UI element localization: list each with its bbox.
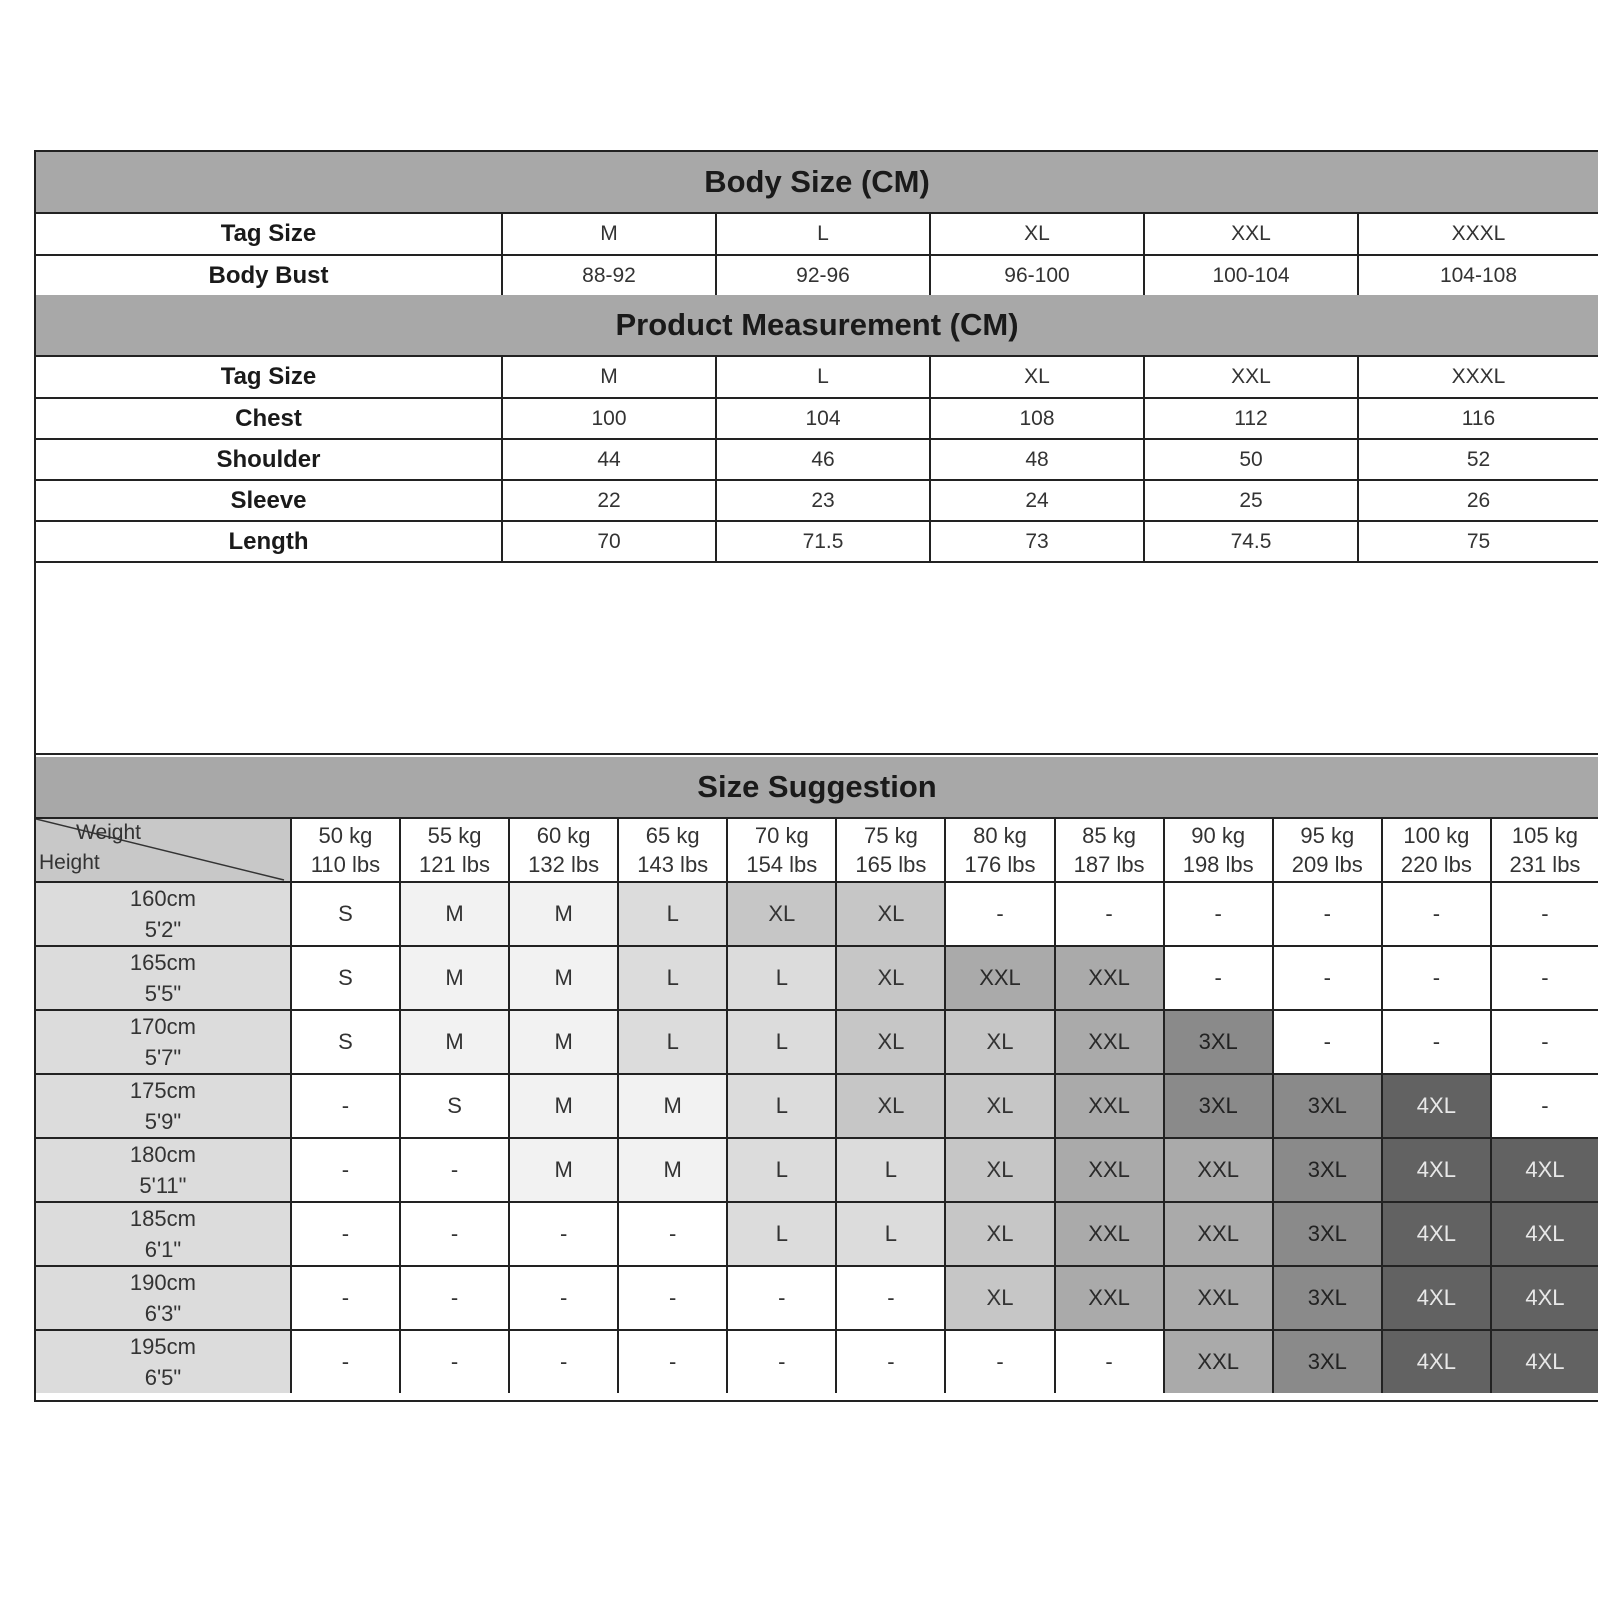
weight-column-header bbox=[509, 819, 618, 882]
height-ft: 6'3" bbox=[144, 1301, 182, 1326]
weight-column-header bbox=[1382, 819, 1491, 882]
measure-cell: 74.5 bbox=[1144, 521, 1358, 562]
height-cm: 160cm bbox=[129, 886, 196, 911]
measure-cell: XXL bbox=[1144, 214, 1358, 255]
height-row-label bbox=[36, 1330, 291, 1393]
weight-column-header bbox=[1164, 819, 1273, 882]
height-ft: 6'5" bbox=[144, 1365, 182, 1390]
size-cell: 4XL bbox=[1491, 1202, 1598, 1266]
measure-cell: 75 bbox=[1358, 521, 1598, 562]
size-cell: M bbox=[509, 1074, 618, 1138]
height-row bbox=[36, 1138, 1598, 1202]
weight-column-header bbox=[400, 819, 509, 882]
size-cell: 4XL bbox=[1382, 1138, 1491, 1202]
measure-cell: 22 bbox=[502, 480, 716, 521]
size-cell: - bbox=[945, 1330, 1054, 1393]
size-suggestion-table bbox=[36, 819, 1598, 1393]
body-size-row bbox=[36, 214, 1598, 255]
size-cell: - bbox=[1382, 946, 1491, 1010]
row-label: Length bbox=[36, 521, 502, 562]
size-cell: XL bbox=[836, 1074, 945, 1138]
weight-column-header bbox=[1055, 819, 1164, 882]
weight-lbs: 187 lbs bbox=[1073, 852, 1145, 877]
size-cell: L bbox=[727, 1202, 836, 1266]
height-ft: 5'5" bbox=[144, 981, 182, 1006]
measure-cell: 96-100 bbox=[930, 255, 1144, 296]
size-cell: S bbox=[291, 946, 400, 1010]
measure-cell: 104 bbox=[716, 398, 930, 439]
size-cell: L bbox=[618, 946, 727, 1010]
size-cell: L bbox=[727, 1138, 836, 1202]
size-cell: - bbox=[1273, 882, 1382, 946]
weight-kg: 65 kg bbox=[645, 823, 700, 848]
size-cell: XXL bbox=[1164, 1330, 1273, 1393]
size-cell: L bbox=[618, 1010, 727, 1074]
height-ft: 5'11" bbox=[139, 1173, 187, 1198]
size-cell: 3XL bbox=[1273, 1138, 1382, 1202]
size-cell: - bbox=[836, 1330, 945, 1393]
measure-cell: 26 bbox=[1358, 480, 1598, 521]
size-cell: 3XL bbox=[1273, 1202, 1382, 1266]
size-cell: XXL bbox=[1055, 1074, 1164, 1138]
weight-lbs: 110 lbs bbox=[310, 852, 381, 877]
weight-kg: 55 kg bbox=[427, 823, 482, 848]
measure-cell: 71.5 bbox=[716, 521, 930, 562]
weight-lbs: 121 lbs bbox=[419, 852, 490, 877]
size-cell: - bbox=[400, 1138, 509, 1202]
weight-kg: 60 kg bbox=[536, 823, 591, 848]
measure-cell: 100 bbox=[502, 398, 716, 439]
weight-kg: 105 kg bbox=[1511, 823, 1578, 848]
weight-column-header bbox=[1273, 819, 1382, 882]
height-cm: 185cm bbox=[129, 1206, 196, 1231]
size-cell: 3XL bbox=[1273, 1074, 1382, 1138]
size-cell: 4XL bbox=[1491, 1138, 1598, 1202]
measure-cell: 104-108 bbox=[1358, 255, 1598, 296]
weight-column-header bbox=[727, 819, 836, 882]
size-cell: - bbox=[400, 1330, 509, 1393]
size-cell: - bbox=[291, 1074, 400, 1138]
product-measurement-title: Product Measurement (CM) bbox=[615, 307, 1019, 342]
measure-cell: XL bbox=[930, 214, 1144, 255]
height-row-label bbox=[36, 882, 291, 946]
weight-kg: 50 kg bbox=[318, 823, 373, 848]
height-cm: 165cm bbox=[129, 950, 196, 975]
measure-cell: 24 bbox=[930, 480, 1144, 521]
size-cell: XXL bbox=[1055, 1138, 1164, 1202]
height-cm: 170cm bbox=[129, 1014, 196, 1039]
height-row bbox=[36, 946, 1598, 1010]
weight-column-header bbox=[618, 819, 727, 882]
size-cell: XL bbox=[836, 1010, 945, 1074]
weight-kg: 95 kg bbox=[1300, 823, 1355, 848]
measure-cell: 112 bbox=[1144, 398, 1358, 439]
height-cm: 195cm bbox=[129, 1334, 196, 1359]
size-cell: - bbox=[1164, 946, 1273, 1010]
weight-lbs: 209 lbs bbox=[1291, 852, 1363, 877]
product-measurement-row bbox=[36, 357, 1598, 398]
measure-cell: 48 bbox=[930, 439, 1144, 480]
weight-column-header bbox=[836, 819, 945, 882]
weight-lbs: 132 lbs bbox=[528, 852, 600, 877]
size-cell: M bbox=[509, 946, 618, 1010]
size-cell: M bbox=[509, 1010, 618, 1074]
size-cell: M bbox=[509, 882, 618, 946]
product-measurement-row bbox=[36, 398, 1598, 439]
size-chart bbox=[34, 150, 1598, 1402]
measure-cell: 92-96 bbox=[716, 255, 930, 296]
row-label: Shoulder bbox=[36, 439, 502, 480]
size-cell: 4XL bbox=[1491, 1330, 1598, 1393]
size-cell: 3XL bbox=[1164, 1010, 1273, 1074]
measure-cell: XXXL bbox=[1358, 214, 1598, 255]
weight-kg: 70 kg bbox=[754, 823, 809, 848]
size-cell: - bbox=[1491, 1010, 1598, 1074]
weight-column-header bbox=[1491, 819, 1598, 882]
size-suggestion-title: Size Suggestion bbox=[697, 769, 937, 804]
measure-cell: 50 bbox=[1144, 439, 1358, 480]
size-cell: - bbox=[1491, 946, 1598, 1010]
size-cell: - bbox=[291, 1330, 400, 1393]
size-cell: - bbox=[400, 1202, 509, 1266]
weight-lbs: 154 lbs bbox=[746, 852, 818, 877]
size-cell: M bbox=[400, 946, 509, 1010]
height-row bbox=[36, 1330, 1598, 1393]
size-cell: M bbox=[509, 1138, 618, 1202]
weight-height-corner bbox=[36, 819, 291, 882]
size-cell: - bbox=[618, 1266, 727, 1330]
size-suggestion-header bbox=[36, 757, 1598, 819]
measure-cell: XXXL bbox=[1358, 357, 1598, 398]
size-cell: 4XL bbox=[1491, 1266, 1598, 1330]
size-cell: S bbox=[291, 882, 400, 946]
row-label: Body Bust bbox=[36, 255, 502, 296]
size-cell: XL bbox=[727, 882, 836, 946]
height-ft: 5'9" bbox=[144, 1109, 182, 1134]
size-cell: 4XL bbox=[1382, 1202, 1491, 1266]
weight-lbs: 198 lbs bbox=[1182, 852, 1254, 877]
height-row-label bbox=[36, 1138, 291, 1202]
height-row-label bbox=[36, 1010, 291, 1074]
height-row bbox=[36, 1010, 1598, 1074]
size-cell: XL bbox=[836, 882, 945, 946]
size-cell: - bbox=[1055, 1330, 1164, 1393]
size-cell: - bbox=[727, 1266, 836, 1330]
product-measurement-row bbox=[36, 480, 1598, 521]
size-cell: 4XL bbox=[1382, 1266, 1491, 1330]
size-cell: M bbox=[618, 1138, 727, 1202]
size-cell: XL bbox=[836, 946, 945, 1010]
weight-lbs: 220 lbs bbox=[1400, 852, 1472, 877]
size-cell: XXL bbox=[1164, 1202, 1273, 1266]
weight-axis-label: Weight bbox=[76, 821, 141, 844]
measure-cell: 25 bbox=[1144, 480, 1358, 521]
height-cm: 190cm bbox=[129, 1270, 196, 1295]
size-cell: - bbox=[1273, 946, 1382, 1010]
size-cell: XXL bbox=[1055, 1202, 1164, 1266]
size-cell: - bbox=[836, 1266, 945, 1330]
weight-lbs: 231 lbs bbox=[1509, 852, 1581, 877]
size-cell: XXL bbox=[1164, 1138, 1273, 1202]
weight-column-header bbox=[291, 819, 400, 882]
product-measurement-row bbox=[36, 439, 1598, 480]
size-cell: XXL bbox=[1055, 1010, 1164, 1074]
row-label: Chest bbox=[36, 398, 502, 439]
size-cell: - bbox=[1055, 882, 1164, 946]
size-cell: S bbox=[400, 1074, 509, 1138]
size-cell: XL bbox=[945, 1010, 1054, 1074]
height-ft: 5'2" bbox=[144, 917, 182, 942]
size-cell: M bbox=[618, 1074, 727, 1138]
measure-cell: 88-92 bbox=[502, 255, 716, 296]
size-cell: XXL bbox=[945, 946, 1054, 1010]
size-cell: L bbox=[727, 1010, 836, 1074]
size-cell: - bbox=[509, 1266, 618, 1330]
size-cell: XXL bbox=[1055, 946, 1164, 1010]
weight-kg: 85 kg bbox=[1082, 823, 1136, 848]
measure-cell: L bbox=[716, 357, 930, 398]
size-cell: - bbox=[291, 1266, 400, 1330]
weight-column-header bbox=[945, 819, 1054, 882]
body-size-row bbox=[36, 255, 1598, 296]
row-label: Sleeve bbox=[36, 480, 502, 521]
weight-kg: 75 kg bbox=[863, 823, 918, 848]
height-row bbox=[36, 1266, 1598, 1330]
size-cell: - bbox=[291, 1202, 400, 1266]
size-cell: - bbox=[1491, 882, 1598, 946]
body-size-table bbox=[36, 214, 1598, 297]
size-cell: - bbox=[618, 1330, 727, 1393]
row-label: Tag Size bbox=[36, 357, 502, 398]
size-cell: - bbox=[618, 1202, 727, 1266]
size-cell: 3XL bbox=[1164, 1074, 1273, 1138]
size-cell: 3XL bbox=[1273, 1330, 1382, 1393]
height-row-label bbox=[36, 946, 291, 1010]
blank-spacer bbox=[36, 555, 1598, 755]
size-cell: 3XL bbox=[1273, 1266, 1382, 1330]
size-cell: - bbox=[291, 1138, 400, 1202]
measure-cell: 116 bbox=[1358, 398, 1598, 439]
measure-cell: L bbox=[716, 214, 930, 255]
size-cell: - bbox=[1273, 1010, 1382, 1074]
height-cm: 175cm bbox=[129, 1078, 196, 1103]
measure-cell: 70 bbox=[502, 521, 716, 562]
size-cell: XL bbox=[945, 1266, 1054, 1330]
measure-cell: 100-104 bbox=[1144, 255, 1358, 296]
height-axis-label: Height bbox=[39, 851, 100, 874]
size-cell: L bbox=[836, 1202, 945, 1266]
measure-cell: 46 bbox=[716, 439, 930, 480]
size-cell: M bbox=[400, 1010, 509, 1074]
body-size-title: Body Size (CM) bbox=[704, 164, 930, 199]
size-cell: - bbox=[1491, 1074, 1598, 1138]
size-cell: - bbox=[1382, 1010, 1491, 1074]
size-cell: 4XL bbox=[1382, 1074, 1491, 1138]
size-cell: L bbox=[727, 1074, 836, 1138]
height-row-label bbox=[36, 1074, 291, 1138]
size-cell: L bbox=[836, 1138, 945, 1202]
height-row bbox=[36, 1202, 1598, 1266]
size-cell: L bbox=[618, 882, 727, 946]
size-cell: - bbox=[1164, 882, 1273, 946]
size-cell: - bbox=[727, 1330, 836, 1393]
height-row-label bbox=[36, 1202, 291, 1266]
height-ft: 6'1" bbox=[144, 1237, 182, 1262]
measure-cell: 52 bbox=[1358, 439, 1598, 480]
body-size-header bbox=[36, 152, 1598, 214]
size-cell: XL bbox=[945, 1202, 1054, 1266]
weight-kg: 90 kg bbox=[1191, 823, 1246, 848]
size-cell: - bbox=[509, 1330, 618, 1393]
measure-cell: 44 bbox=[502, 439, 716, 480]
measure-cell: M bbox=[502, 357, 716, 398]
weight-kg: 100 kg bbox=[1403, 823, 1470, 848]
size-cell: L bbox=[727, 946, 836, 1010]
height-row bbox=[36, 1074, 1598, 1138]
size-cell: M bbox=[400, 882, 509, 946]
size-cell: XXL bbox=[1164, 1266, 1273, 1330]
row-label: Tag Size bbox=[36, 214, 502, 255]
measure-cell: 73 bbox=[930, 521, 1144, 562]
weight-lbs: 165 lbs bbox=[855, 852, 927, 877]
size-cell: - bbox=[1382, 882, 1491, 946]
measure-cell: XL bbox=[930, 357, 1144, 398]
height-cm: 180cm bbox=[129, 1142, 196, 1167]
weight-lbs: 143 lbs bbox=[637, 852, 709, 877]
measure-cell: 108 bbox=[930, 398, 1144, 439]
size-cell: XXL bbox=[1055, 1266, 1164, 1330]
weight-lbs: 176 lbs bbox=[964, 852, 1036, 877]
measure-cell: XXL bbox=[1144, 357, 1358, 398]
weight-header-row bbox=[36, 819, 1598, 882]
product-measurement-header bbox=[36, 295, 1598, 357]
size-cell: - bbox=[509, 1202, 618, 1266]
product-measurement-table bbox=[36, 357, 1598, 563]
size-cell: - bbox=[945, 882, 1054, 946]
size-cell: S bbox=[291, 1010, 400, 1074]
measure-cell: M bbox=[502, 214, 716, 255]
height-ft: 5'7" bbox=[144, 1045, 182, 1070]
size-cell: - bbox=[400, 1266, 509, 1330]
weight-kg: 80 kg bbox=[973, 823, 1027, 848]
size-cell: XL bbox=[945, 1074, 1054, 1138]
measure-cell: 23 bbox=[716, 480, 930, 521]
size-cell: XL bbox=[945, 1138, 1054, 1202]
height-row-label bbox=[36, 1266, 291, 1330]
height-row bbox=[36, 882, 1598, 946]
size-cell: 4XL bbox=[1382, 1330, 1491, 1393]
